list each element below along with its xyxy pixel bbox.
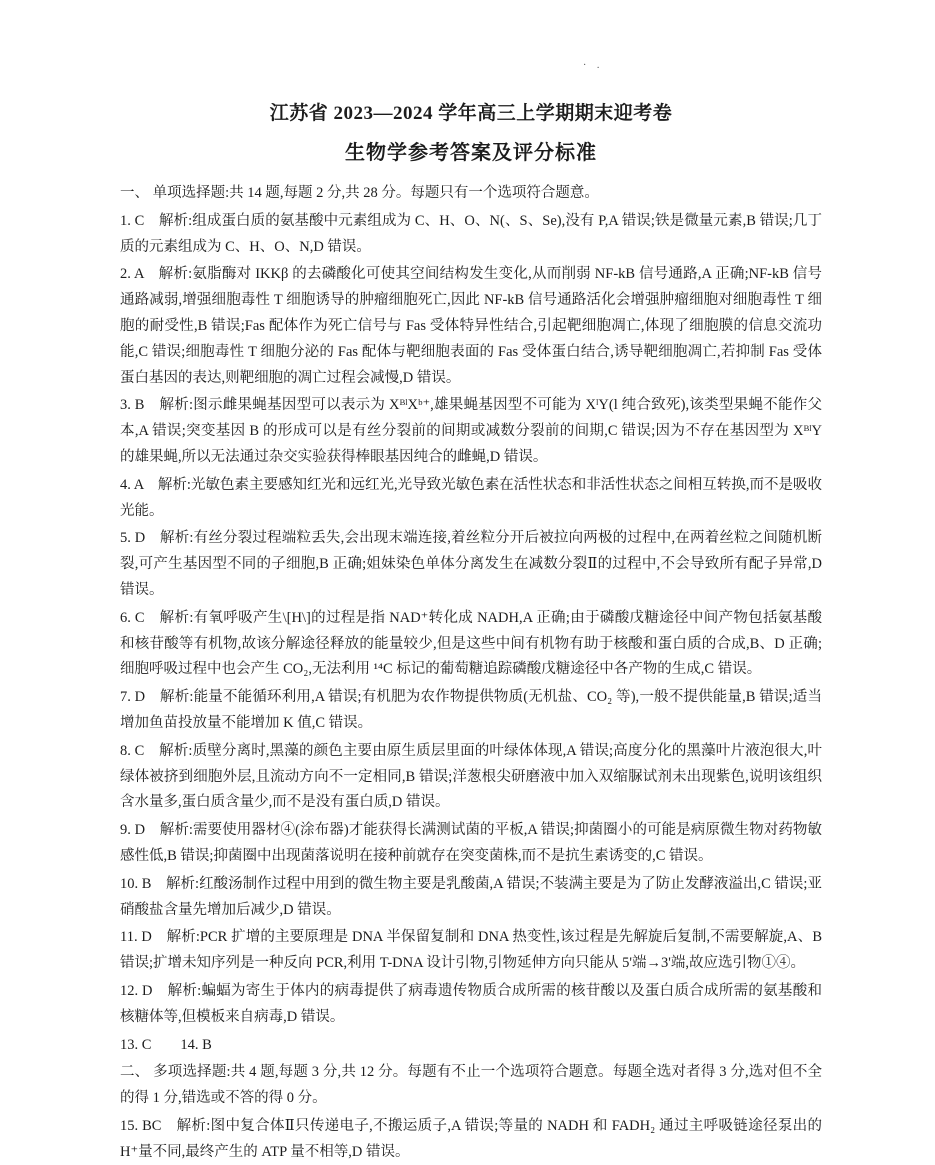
section-header-multi-choice: 二、 多项选择题:共 4 题,每题 3 分,共 12 分。每题有不止一个选项符合题意。每题全选对者得 3 分,选对但不全的得 1 分,错选或不答的得 0 分。 <box>120 1064 822 1107</box>
answer-item-2: 2. A 解析:氨脂酶对 IKKβ 的去磷酸化可使其空间结构发生变化,从而削弱 NF-kB 信号通路,A 正确;NF-kB 信号通路减弱,增强细胞毒性 T 细胞诱导的肿瘤细胞死亡,因此 NF-kB 信号通路活化会增强肿瘤细胞对细胞毒性 T 细胞的耐受性,B 错误;Fas 配体作为死亡信号与 Fas 受体特异性结合,引起靶细胞凋亡,体现了细胞膜的信息交流功能,C 错误;细胞毒性 T 细胞分泌的 Fas 配体与靶细胞表面的 Fas 受体蛋白结合,诱导靶细胞凋亡,若抑制 Fas 受体蛋白基因的表达,则靶细胞的凋亡过程会减慢,D 错误。 <box>120 266 822 386</box>
answer-line-13-14: 13. C 14. B <box>120 1036 212 1053</box>
answer-item-15: 15. BC 解析:图中复合体Ⅱ只传递电子,不搬运质子,A 错误;等量的 NADH 和 FADH₂ 通过主呼吸链途径泵出的 H⁺量不同,最终产生的 ATP 量不相等,D 错误。 <box>120 1117 822 1160</box>
document-title-line2: 生物学参考答案及评分标准 <box>345 142 597 164</box>
answer-item-4: 4. A 解析:光敏色素主要感知红光和远红光,光导致光敏色素在活性状态和非活性状态之间相互转换,而不是吸收光能。 <box>120 476 822 519</box>
answer-item-6: 6. C 解析:有氧呼吸产生\[H\]的过程是指 NAD⁺转化成 NADH,A 正确;由于磷酸戊糖途径中间产物包括氨基酸和核苷酸等有机物,故该分解途径释放的能量较少,但是这些中间有机物有助于核酸和蛋白质的合成,B、D 正确;细胞呼吸过程中也会产生 CO₂,无法利用 ¹⁴C 标记的葡萄糖追踪磷酸戊糖途径中各产物的生成,C 错误。 <box>120 609 822 678</box>
answer-item-3: 3. B 解析:图示雌果蝇基因型可以表示为 XᴮˡXᵇ⁺,雄果蝇基因型不可能为 XˡY(l 纯合致死),该类型果蝇不能作父本,A 错误;突变基因 B 的形成可以是有丝分裂前的间期或减数分裂前的间期,C 错误;因为不存在基因型为 XᴮˡY 的雄果蝇,所以无法通过杂交实验获得棒眼基因纯合的雌蝇,D 错误。 <box>120 397 822 465</box>
document-body <box>120 181 822 1165</box>
answer-item-8: 8. C 解析:质壁分离时,黑藻的颜色主要由原生质层里面的叶绿体体现,A 错误;高度分化的黑藻叶片液泡很大,叶绿体被挤到细胞外层,且流动方向不一定相同,B 错误;洋葱根尖研磨液中加入双缩脲试剂未出现紫色,说明该组织含水量多,蛋白质含量少,而不是没有蛋白质,D 错误。 <box>120 742 822 811</box>
document-title-line1: 江苏省 2023—2024 学年高三上学期期末迎考卷 <box>269 103 673 124</box>
answer-item-10: 10. B 解析:红酸汤制作过程中用到的微生物主要是乳酸菌,A 错误;不装满主要是为了防止发酵液溢出,C 错误;亚硝酸盐含量先增加后减少,D 错误。 <box>120 875 822 918</box>
answer-item-5: 5. D 解析:有丝分裂过程端粒丢失,会出现末端连接,着丝粒分开后被拉向两极的过程中,在两着丝粒之间随机断裂,可产生基因型不同的子细胞,B 正确;姐妹染色单体分离发生在减数分裂Ⅱ的过程中,不会导致所有配子异常,D 错误。 <box>120 530 822 598</box>
answer-item-7: 7. D 解析:能量不能循环利用,A 错误;有机肥为农作物提供物质(无机盐、CO₂ 等),一般不提供能量,B 错误;适当增加鱼苗投放量不能增加 K 值,C 错误。 <box>120 689 822 731</box>
answer-item-9: 9. D 解析:需要使用器材④(涂布器)才能获得长满测试菌的平板,A 错误;抑菌圈小的可能是病原微生物对药物敏感性低,B 错误;抑菌圈中出现菌落说明在接种前就存在突变菌株,而不是抗生素诱变的,C 错误。 <box>120 822 822 864</box>
section-header-single-choice: 一、 单项选择题:共 14 题,每题 2 分,共 28 分。每题只有一个选项符合题意。 <box>120 185 599 201</box>
answer-item-11: 11. D 解析:PCR 扩增的主要原理是 DNA 半保留复制和 DNA 热变性,该过程是先解旋后复制,不需要解旋,A、B 错误;扩增未知序列是一种反向 PCR,利用 T-DNA 设计引物,引物延伸方向只能从 5'端→3'端,故应选引物①④。 <box>120 929 822 972</box>
answer-item-1: 1. C 解析:组成蛋白质的氨基酸中元素组成为 C、H、O、N(、S、Se),没有 P,A 错误;铁是微量元素,B 错误;几丁质的元素组成为 C、H、O、N,D 错误。 <box>120 212 822 255</box>
answer-item-12: 12. D 解析:蝙蝠为寄生于体内的病毒提供了病毒遗传物质合成所需的核苷酸以及蛋白质合成所需的氨基酸和核糖体等,但模板来自病毒,D 错误。 <box>120 982 822 1025</box>
stray-mark: · . <box>583 60 604 71</box>
